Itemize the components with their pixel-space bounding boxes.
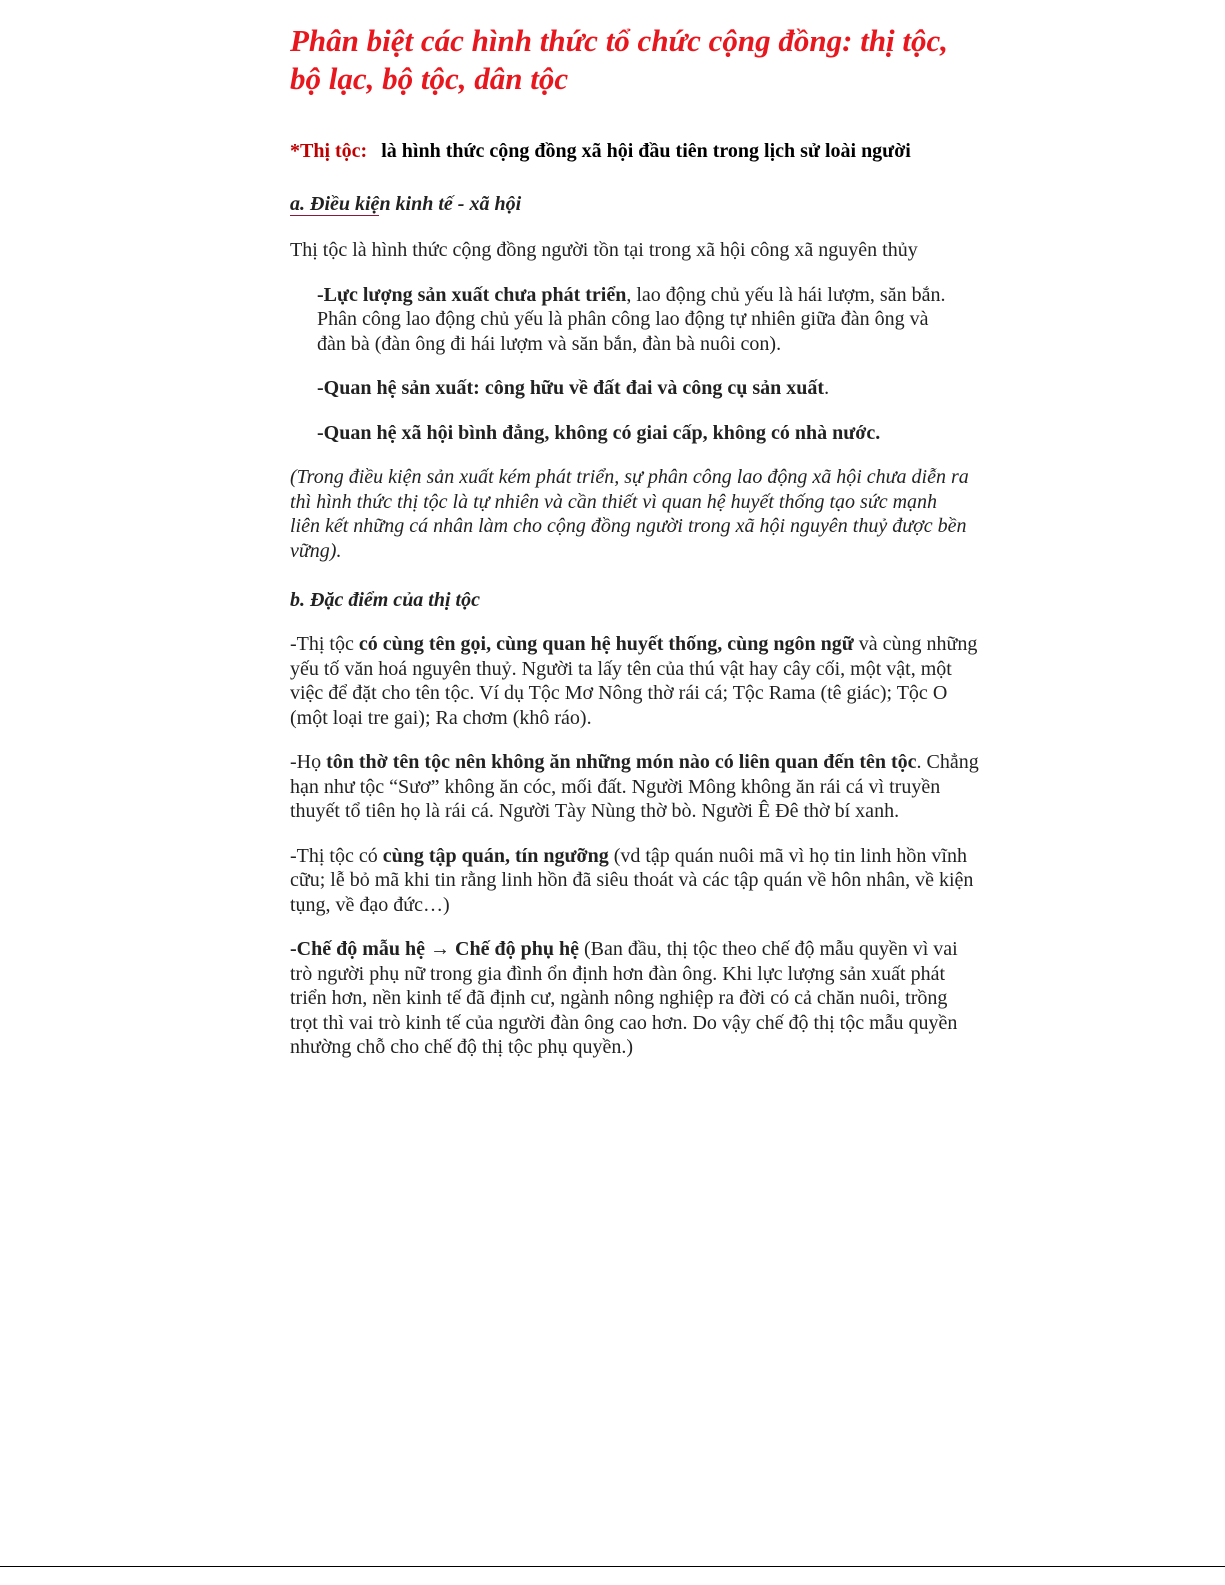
section-b-point-4-bold: -Chế độ mẫu hệ → Chế độ phụ hệ (290, 938, 579, 960)
section-b-point-2-text: . Chẳng hạn như tộc “Sươ” không ăn cóc, mối đất. Người Mông không ăn rái cá vì truyền thuyết tổ tiên họ là rái cá. Người Tày Nùng thờ bò. Người Ê Đê thờ bí xanh. (290, 751, 979, 822)
section-b-point-1-start: -Thị tộc (290, 633, 359, 655)
page-bottom-rule (0, 1566, 1225, 1567)
section-b-point-4 (290, 937, 980, 1060)
section-b-heading: b. Đặc điểm của thị tộc (290, 589, 480, 611)
section-b-point-2-start: -Họ (290, 751, 327, 773)
page-title: Phân biệt các hình thức tổ chức cộng đồng: thị tộc, bộ lạc, bộ tộc, dân tộc (290, 23, 949, 96)
document-page (290, 22, 980, 1060)
section-a-heading-underlined: a. Điều kiệ (290, 193, 380, 215)
section-a-point-2-bold: -Quan hệ sản xuất: công hữu về đất đai và công cụ sản xuất (317, 377, 825, 399)
section-b-point-1 (290, 632, 980, 730)
section-a-heading-rest: n kinh tế - xã hội (379, 193, 522, 215)
section-a-intro: Thị tộc là hình thức cộng đồng người tồn tại trong xã hội công xã nguyên thủy (290, 239, 918, 261)
section-b-point-1-bold: có cùng tên gọi, cùng quan hệ huyết thống, cùng ngôn ngữ (358, 633, 854, 655)
section-b-point-3-start: -Thị tộc có (290, 844, 383, 867)
section-a-point-1-text: , lao động chủ yếu là hái lượm, săn bắn. Phân công lao động chủ yếu là phân công lao động tự nhiên giữa đàn ông và đàn bà (đàn ông đi hái lượm và săn bắn, đàn bà nuôi con). (317, 283, 946, 355)
section-a-point-3-bold: -Quan hệ xã hội bình đẳng, không có giai cấp, không có nhà nước. (317, 421, 881, 444)
definition-term: *Thị tộc: (290, 140, 368, 162)
section-a-point-1-bold: -Lực lượng sản xuất chưa phát triển (317, 283, 627, 306)
definition-line (290, 140, 980, 163)
section-b-point-2 (290, 750, 980, 824)
section-b-point-1-text: và cùng những yếu tố văn hoá nguyên thuỷ. Người ta lấy tên của thú vật hay cây cối, một vật, một việc để đặt cho tên tộc. Ví dụ Tộc Mơ Nông thờ rái cá; Tộc Rama (tê giác); Tộc O (một loại tre gai); Ra chơm (khô ráo). (290, 633, 978, 729)
section-a-point-2 (317, 376, 947, 401)
section-b-point-4-text: (Ban đầu, thị tộc theo chế độ mẫu quyền vì vai trò người phụ nữ trong gia đình ổn định hơn đàn ông. Khi lực lượng sản xuất phát triển hơn, nền kinh tế đã định cư, ngành nông nghiệp ra đời có cả chăn nuôi, trồng trọt thì vai trò kinh tế của người đàn ông cao hơn. Do vậy chế độ thị tộc mẫu quyền nhường chỗ cho chế độ thị tộc phụ quyền.) (290, 938, 958, 1058)
section-a-point-1 (317, 283, 947, 357)
section-b-point-3 (290, 844, 980, 918)
section-b-point-3-bold: cùng tập quán, tín ngưỡng (382, 844, 609, 867)
section-b-point-3-text: (vd tập quán nuôi mã vì họ tin linh hồn vĩnh cữu; lễ bỏ mã khi tin rằng linh hồn đã siêu thoát và các tập quán về hôn nhân, về kiện tụng, về đạo đức…) (290, 844, 974, 916)
section-a-point-2-text: . (824, 377, 830, 399)
definition-text: là hình thức cộng đồng xã hội đầu tiên trong lịch sử loài người (381, 140, 911, 162)
section-a-point-3 (317, 421, 947, 446)
section-a-note: (Trong điều kiện sản xuất kém phát triển, sự phân công lao động xã hội chưa diễn ra thì hình thức thị tộc là tự nhiên và cần thiết vì quan hệ huyết thống tạo sức mạnh liên kết những cá nhân làm cho cộng đồng người trong xã hội nguyên thuỷ được bền vững). (290, 466, 969, 562)
section-b-point-2-bold: tôn thờ tên tộc nên không ăn những món nào có liên quan đến tên tộc (326, 751, 917, 773)
section-a-heading (290, 193, 980, 216)
